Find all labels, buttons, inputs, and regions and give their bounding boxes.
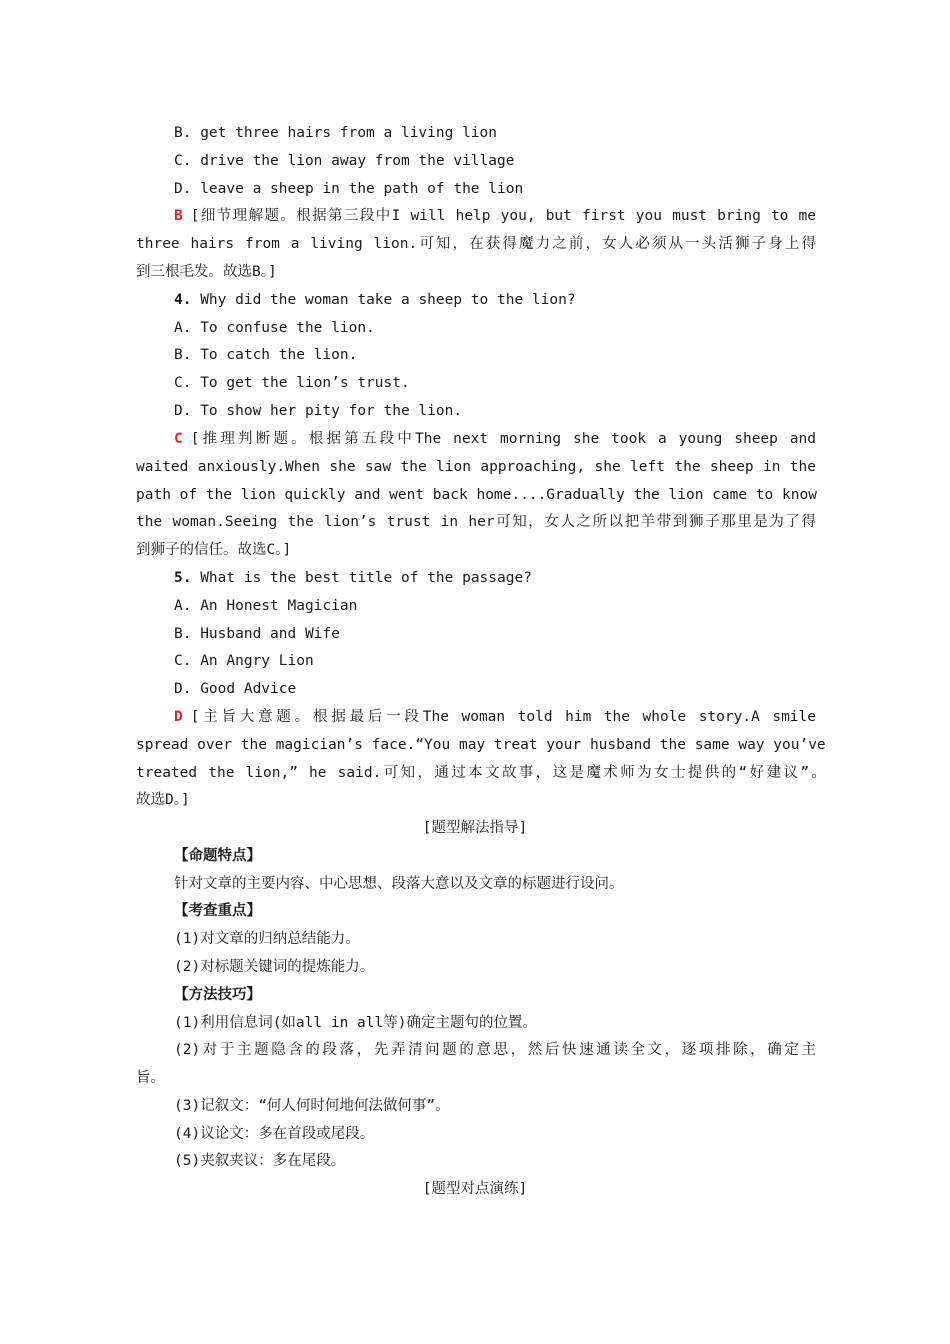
methods-heading: 【方法技巧】: [174, 987, 261, 1003]
q4-question: 4. Why did the woman take a sheep to the lion?: [174, 292, 576, 308]
q3-option-c: C. drive the lion away from the village: [174, 153, 515, 169]
focus-heading: 【考查重点】: [174, 903, 261, 919]
q4-answer-letter: C: [174, 431, 183, 447]
methods-item-2-continued: 旨。: [136, 1070, 165, 1086]
q5-explanation-line-1: D [主旨大意题。根据最后一段The woman told him the whole story.A smile: [174, 709, 816, 725]
q4-option-c: C. To get the lion’s trust.: [174, 375, 410, 391]
features-text: 针对文章的主要内容、中心思想、段落大意以及文章的标题进行设问。: [174, 876, 624, 892]
q5-option-b: B. Husband and Wife: [174, 626, 340, 642]
q5-number: 5.: [174, 570, 192, 586]
q3-answer-letter: B: [174, 208, 183, 224]
focus-item-1: (1)对文章的归纳总结能力。: [174, 931, 360, 947]
q4-explanation-line-5: 到狮子的信任。故选C。]: [136, 542, 292, 558]
q3-explanation-line-2: three hairs from a living lion.可知，在获得魔力之前，女人必须从一头活狮子身上得: [136, 236, 816, 252]
methods-item-2: (2)对于主题隐含的段落，先弄清问题的意思，然后快速通读全文，逐项排除，确定主: [174, 1042, 816, 1058]
q5-option-d: D. Good Advice: [174, 681, 297, 697]
methods-item-1: (1)利用信息词(如all in all等)确定主题句的位置。: [174, 1015, 537, 1031]
q3-explanation-line-1: B [细节理解题。根据第三段中I will help you, but first you must bring to me: [174, 208, 816, 224]
features-heading: 【命题特点】: [174, 848, 261, 864]
q4-number: 4.: [174, 292, 192, 308]
q3-option-d: D. leave a sheep in the path of the lion: [174, 181, 524, 197]
q4-explanation-line-1: C [推理判断题。根据第五段中The next morning she took a young sheep and: [174, 431, 816, 447]
q5-explanation-line-4: 故选D。]: [136, 792, 190, 808]
q4-option-d: D. To show her pity for the lion.: [174, 403, 463, 419]
q3-explanation-line-3: 到三根毛发。故选B。]: [136, 264, 277, 280]
q5-option-a: A. An Honest Magician: [174, 598, 358, 614]
q4-explanation-line-4: the woman.Seeing the lion’s trust in her可知，女人之所以把羊带到狮子那里是为了得: [136, 514, 816, 530]
q4-option-b: B. To catch the lion.: [174, 347, 358, 363]
guide-section-title: [题型解法指导]: [422, 820, 528, 836]
focus-item-2: (2)对标题关键词的提炼能力。: [174, 959, 375, 975]
q5-question: 5. What is the best title of the passage?: [174, 570, 532, 586]
practice-section-title: [题型对点演练]: [422, 1181, 528, 1197]
methods-item-4: (4)议论文：多在首段或尾段。: [174, 1126, 375, 1142]
methods-item-5: (5)夹叙夹议：多在尾段。: [174, 1153, 346, 1169]
q4-explanation-line-3: path of the lion quickly and went back home....Gradually the lion came to know: [136, 487, 817, 503]
q3-option-b: B. get three hairs from a living lion: [174, 125, 498, 141]
q4-explanation-line-2: waited anxiously.When she saw the lion approaching, she left the sheep in the: [136, 459, 816, 475]
q5-explanation-line-2: spread over the magician’s face.“You may treat your husband the same way you’ve: [136, 737, 826, 753]
methods-item-3: (3)记叙文：“何人何时何地何法做何事”。: [174, 1098, 450, 1114]
q5-option-c: C. An Angry Lion: [174, 653, 314, 669]
q5-explanation-line-3: treated the lion,” he said.可知，通过本文故事，这是魔术师为女士提供的“好建议”。: [136, 765, 826, 781]
q4-option-a: A. To confuse the lion.: [174, 320, 375, 336]
q5-answer-letter: D: [174, 709, 183, 725]
